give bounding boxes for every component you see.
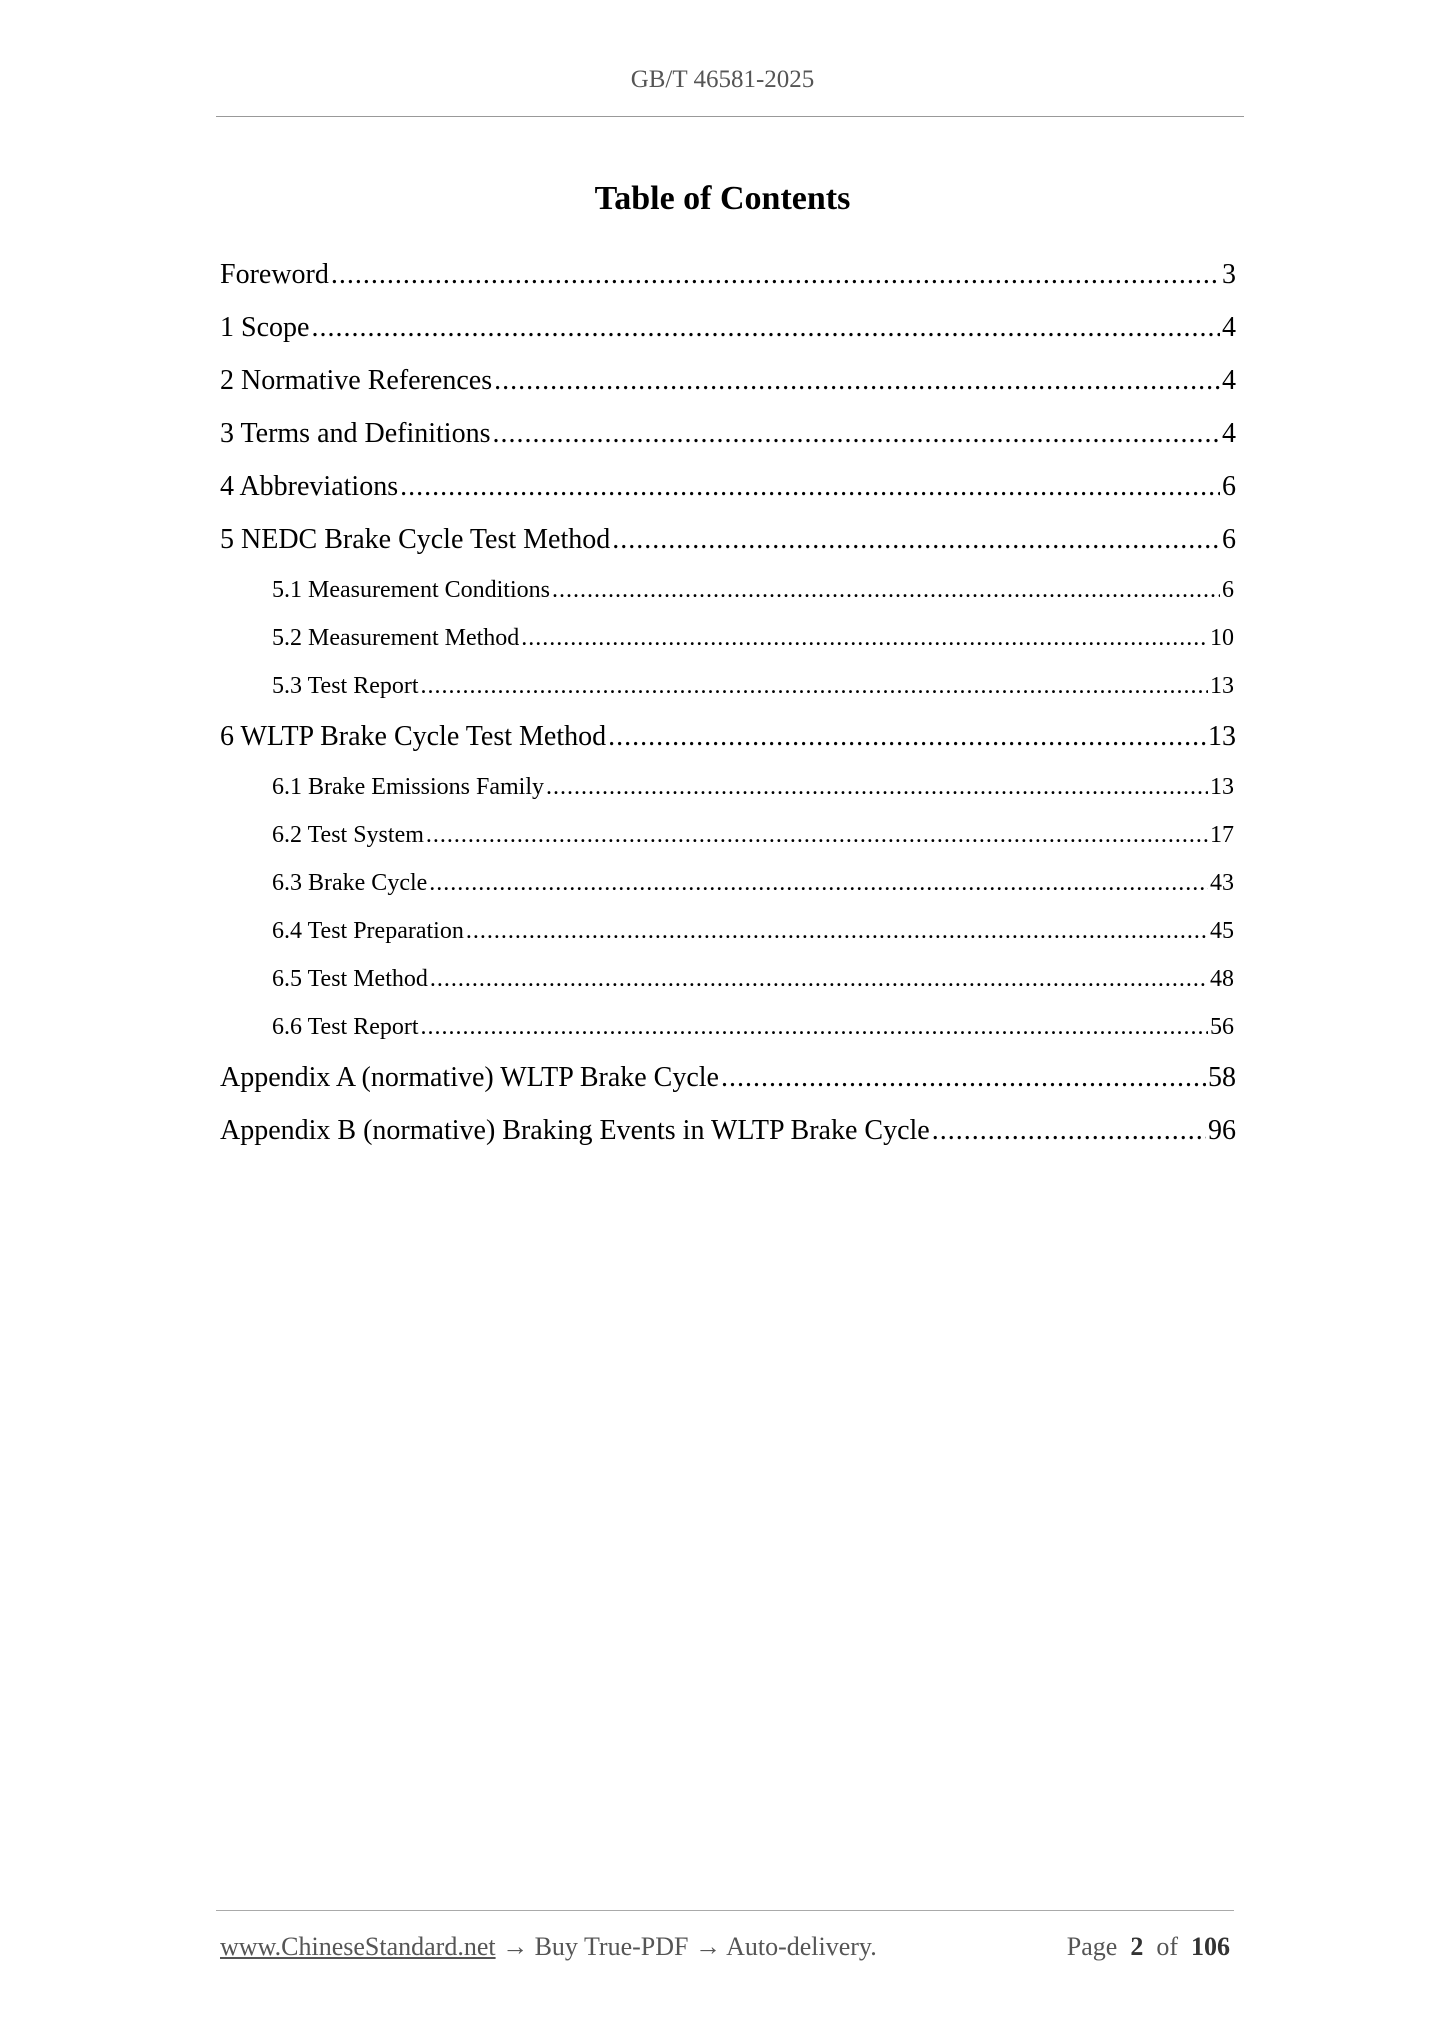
toc-entry[interactable]: [220, 1051, 1236, 1104]
toc-entry[interactable]: [220, 301, 1236, 354]
toc-leader-dots: [430, 955, 1208, 1003]
toc-entry-title: 6.6 Test Report: [272, 1014, 419, 1040]
toc-entry-page: 6: [1222, 577, 1234, 603]
toc-entry-page: 96: [1208, 1115, 1236, 1146]
toc-leader-dots: [494, 354, 1220, 407]
toc-entry[interactable]: [220, 460, 1236, 513]
toc-title: Table of Contents: [594, 180, 851, 217]
toc-entry-page: 45: [1210, 918, 1234, 944]
toc-entry[interactable]: [220, 763, 1236, 811]
arrow-right-icon: →: [695, 1932, 721, 1961]
header-divider: [216, 116, 1244, 117]
toc-entry-title: Appendix A (normative) WLTP Brake Cycle: [220, 1062, 719, 1093]
toc-entry[interactable]: [220, 248, 1236, 301]
toc-entry-title: 6.4 Test Preparation: [272, 918, 464, 944]
toc-entry[interactable]: [220, 407, 1236, 460]
toc-entry-page: 56: [1210, 1014, 1234, 1040]
total-pages: 106: [1191, 1932, 1230, 1961]
page-label: Page: [1066, 1932, 1118, 1961]
toc-entry-page: 13: [1208, 721, 1236, 752]
document-code-header: GB/T 46581-2025: [630, 66, 815, 93]
toc-leader-dots: [721, 1051, 1206, 1104]
toc-entry-page: 4: [1222, 365, 1236, 396]
buy-text: Buy True-PDF: [534, 1932, 689, 1961]
toc-entry-title: Foreword: [220, 259, 329, 290]
toc-leader-dots: [608, 710, 1206, 763]
toc-entry-page: 4: [1222, 312, 1236, 343]
footer-promo: [220, 1932, 877, 1962]
toc-entry[interactable]: [220, 955, 1236, 1003]
toc-leader-dots: [421, 662, 1208, 710]
toc-entry-title: 6 WLTP Brake Cycle Test Method: [220, 721, 607, 752]
toc-leader-dots: [521, 614, 1208, 662]
toc-leader-dots: [400, 460, 1220, 513]
toc-entry-title: Appendix B (normative) Braking Events in WLTP Brake Cycle: [220, 1115, 930, 1146]
toc-entry-title: 3 Terms and Definitions: [220, 418, 491, 449]
toc-entry-page: 3: [1222, 259, 1236, 290]
toc-entry[interactable]: [220, 710, 1236, 763]
toc-entry[interactable]: [220, 662, 1236, 710]
toc-entry-title: 5.1 Measurement Conditions: [272, 577, 550, 603]
toc-entry-page: 43: [1210, 870, 1234, 896]
toc-leader-dots: [426, 811, 1208, 859]
toc-entry-page: 4: [1222, 418, 1236, 449]
toc-entry-title: 5.3 Test Report: [272, 673, 419, 699]
toc-entry-title: 6.5 Test Method: [272, 966, 428, 992]
toc-entry-title: 6.1 Brake Emissions Family: [272, 774, 544, 800]
toc-entry[interactable]: [220, 566, 1236, 614]
toc-entry-title: 4 Abbreviations: [220, 471, 399, 502]
toc-leader-dots: [421, 1003, 1208, 1051]
toc-leader-dots: [429, 859, 1208, 907]
toc-entry-page: 48: [1210, 966, 1234, 992]
toc-entry-page: 6: [1222, 471, 1236, 502]
page-number: 2: [1130, 1932, 1144, 1961]
arrow-right-icon: →: [502, 1932, 529, 1961]
toc-leader-dots: [311, 301, 1220, 354]
toc-entry[interactable]: [220, 1003, 1236, 1051]
delivery-text: Auto-delivery.: [726, 1932, 877, 1961]
toc-leader-dots: [612, 513, 1220, 566]
toc-entry[interactable]: [220, 513, 1236, 566]
toc-leader-dots: [331, 248, 1220, 301]
toc-entry-title: 2 Normative References: [220, 365, 493, 396]
toc-entry[interactable]: [220, 354, 1236, 407]
toc-entry-title: 6.3 Brake Cycle: [272, 870, 428, 896]
toc-leader-dots: [546, 763, 1208, 811]
toc-entry-page: 17: [1210, 822, 1234, 848]
toc-leader-dots: [466, 907, 1208, 955]
page-counter: [1067, 1932, 1230, 1962]
toc-leader-dots: [492, 407, 1220, 460]
toc-entry-page: 58: [1208, 1062, 1236, 1093]
toc-leader-dots: [552, 566, 1220, 614]
toc-entry-page: 13: [1210, 774, 1234, 800]
toc-entry[interactable]: [220, 811, 1236, 859]
toc-entry-page: 10: [1210, 625, 1234, 651]
site-link[interactable]: www.ChineseStandard.net: [220, 1932, 496, 1961]
toc-entry-page: 6: [1222, 524, 1236, 555]
of-label: of: [1156, 1932, 1178, 1961]
toc-entry[interactable]: [220, 859, 1236, 907]
toc-entry[interactable]: [220, 1104, 1236, 1157]
table-of-contents: [220, 248, 1236, 1157]
toc-entry-page: 13: [1210, 673, 1234, 699]
toc-entry[interactable]: [220, 614, 1236, 662]
toc-entry-title: 1 Scope: [220, 312, 310, 343]
toc-entry-title: 5 NEDC Brake Cycle Test Method: [220, 524, 611, 555]
toc-entry-title: 5.2 Measurement Method: [272, 625, 520, 651]
footer-divider: [216, 1910, 1234, 1911]
toc-entry[interactable]: [220, 907, 1236, 955]
toc-entry-title: 6.2 Test System: [272, 822, 424, 848]
toc-leader-dots: [932, 1104, 1206, 1157]
